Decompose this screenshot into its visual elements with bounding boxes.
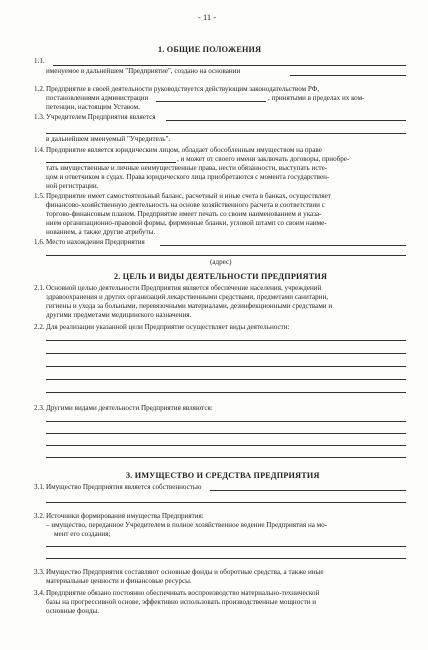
- section-1-heading: 1. ОБЩИЕ ПОЛОЖЕНИЯ: [158, 45, 262, 54]
- fill-line: [46, 433, 406, 434]
- clause-1-2-line-2b: , принятыми в пределах их ком-: [268, 94, 365, 102]
- clause-1-3-line-2: в дальнейшем именуемый "Учредитель".: [46, 135, 171, 143]
- clause-3-4-line-3: основные фонды.: [46, 607, 100, 615]
- clause-3-3-line-1: Имущество Предприятия составляют основные фонды и оборотные средства, а также иные: [46, 568, 324, 576]
- clause-1-3-number: 1.3.: [34, 113, 45, 121]
- clause-3-2-line-3: мент его создания;: [54, 530, 111, 538]
- clause-1-3-line-1: Учредителем Предприятия является: [46, 113, 156, 121]
- clause-1-2-number: 1.2.: [34, 85, 45, 93]
- clause-1-4-line-2: , и может от своего имени заключать договоры, приобре-: [177, 155, 350, 163]
- clause-2-1-line-2: здравоохранения и других организаций лекарственными средствами, предметами санитарии,: [46, 293, 329, 301]
- fill-line: [46, 366, 406, 367]
- section-3-heading: 3. ИМУЩЕСТВО И СРЕДСТВА ПРЕДПРИЯТИЯ: [126, 471, 320, 480]
- fill-line: [290, 75, 406, 76]
- clause-1-1-text: именуемое в дальнейшем "Предприятие", создано на основании: [46, 67, 241, 75]
- clause-3-2-line-2: – имущество, переданное Учредителем в полное хозяйственное ведение Предприятия на мо-: [46, 521, 328, 529]
- fill-line: [46, 546, 406, 547]
- fill-line: [46, 255, 406, 256]
- clause-1-2-line-3: петенции, настоящим Уставом.: [46, 103, 140, 111]
- clause-1-2-line-1: Предприятие в своей деятельности руководствуется действующим законодательством РФ,: [46, 85, 320, 93]
- clause-1-5-line-5: нованием, а также другие атрибуты.: [46, 228, 156, 236]
- clause-1-1-number: 1.1.: [34, 57, 45, 65]
- clause-3-1-number: 3.1.: [34, 483, 45, 491]
- clause-3-1-line-1: Имущество Предприятия является собственностью: [46, 483, 202, 491]
- clause-1-5-number: 1.5.: [34, 192, 45, 200]
- fill-line: [46, 162, 176, 163]
- clause-2-1-line-4: другими предметами медицинского назначения.: [46, 311, 192, 319]
- fill-line: [160, 245, 406, 246]
- clause-1-5-line-1: Предприятие имеет самостоятельный баланс, расчетный и иные счета в банках, осуществляет: [46, 192, 331, 200]
- clause-1-4-line-3: тать имущественные и личные неимущественные права, нести обязанности, выступать исте-: [46, 164, 328, 172]
- fill-line: [46, 379, 406, 380]
- fill-line: [46, 133, 406, 134]
- clause-2-1-line-3: гигиены и ухода за больными, перевязочными материалами, дезинфекционными средствами и: [46, 302, 333, 310]
- clause-3-3-number: 3.3.: [34, 568, 45, 576]
- fill-line: [46, 421, 406, 422]
- fill-line: [46, 502, 406, 503]
- clause-3-3-line-2: материальные ценности и финансовые ресурсы.: [46, 577, 192, 585]
- clause-3-2-line-1: Источники формирования имущества Предприятия:: [46, 512, 204, 520]
- fill-line: [46, 353, 406, 354]
- clause-2-3-number: 2.3.: [34, 404, 45, 412]
- clause-3-4-line-1: Предприятие обязано постоянно обеспечивать воспроизводство материально-технической: [46, 589, 320, 597]
- clause-3-4-number: 3.4.: [34, 589, 45, 597]
- clause-3-2-number: 3.2.: [34, 512, 45, 520]
- clause-1-4-number: 1.4.: [34, 146, 45, 154]
- clause-1-5-line-4: нием организационно-правовой формы, фирменные бланки, угловой штамп со своим наиме-: [46, 219, 327, 227]
- clause-2-2-line-1: Для реализации указанной цели Предприятие осуществляет виды деятельности:: [46, 323, 290, 331]
- clause-1-2-line-2a: постановлениями администрации: [46, 94, 149, 102]
- address-caption: (адрес): [210, 258, 232, 266]
- clause-1-5-line-3: торгово-финансовым планом. Предприятие имеет печать со своим наименованием и указа-: [46, 210, 322, 218]
- clause-1-5-line-2: финансово-хозяйственную деятельность на основе хозяйственного расчета в соответствии с: [46, 201, 325, 209]
- clause-1-6-number: 1.6.: [34, 238, 45, 246]
- fill-line: [166, 120, 406, 121]
- clause-3-4-line-2: базы на прогрессивной основе, эффективно использовать производственные мощности и: [46, 598, 317, 606]
- fill-line: [210, 490, 406, 491]
- fill-line: [156, 101, 266, 102]
- clause-1-4-line-5: ной регистрации.: [46, 182, 99, 190]
- clause-1-4-line-1: Предприятие является юридическим лицом, обладает обособленным имуществом на праве: [46, 146, 322, 154]
- clause-2-1-line-1: Основной целью деятельности Предприятия является обеспечение населения, учреждений: [46, 284, 322, 292]
- clause-2-3-line-1: Другими видами деятельности Предприятия являются:: [46, 404, 213, 412]
- fill-line: [53, 65, 406, 66]
- section-2-heading: 2. ЦЕЛЬ И ВИДЫ ДЕЯТЕЛЬНОСТИ ПРЕДПРИЯТИЯ: [114, 272, 328, 281]
- page-number: - 11 -: [198, 12, 217, 22]
- fill-line: [46, 392, 406, 393]
- clause-1-6-line-1: Место нахождения Предприятия: [46, 238, 145, 246]
- fill-line: [46, 340, 406, 341]
- fill-line: [46, 558, 406, 559]
- clause-2-2-number: 2.2.: [34, 323, 45, 331]
- clause-1-4-line-4: цом и ответчиком в судах. Права юридического лица приобретаются с момента государствен-: [46, 173, 330, 181]
- clause-2-1-number: 2.1.: [34, 284, 45, 292]
- fill-line: [46, 445, 406, 446]
- fill-line: [46, 457, 406, 458]
